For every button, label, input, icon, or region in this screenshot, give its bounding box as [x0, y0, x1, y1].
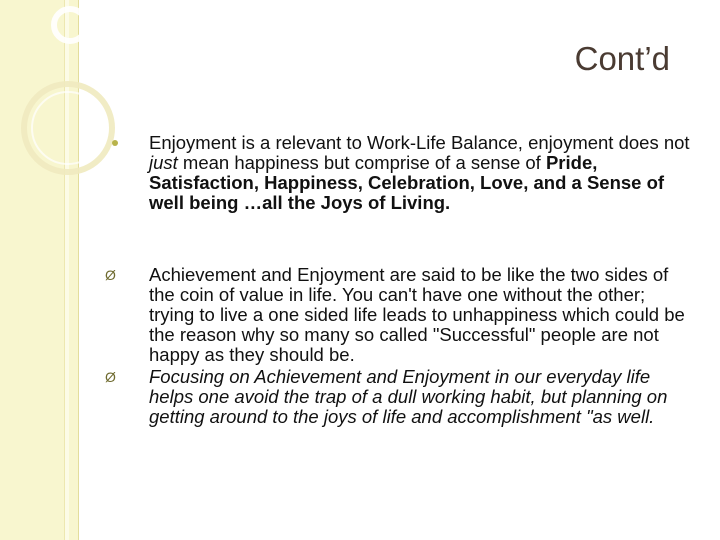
bullet-text: Enjoyment is a relevant to Work-Life Balance, enjoyment does not — [149, 132, 690, 153]
slide-body — [105, 133, 695, 427]
bullet-text-italic: Focusing on Achievement and Enjoyment in our everyday life helps one avoid the trap of a dull working habit, but planning on getting around to the joys of life and accomplishment "as well. — [149, 366, 668, 427]
bullet-text: Achievement and Enjoyment are said to be like the two sides of the coin of value in life. You can't have one without the other; trying to live a one sided life leads to unhappiness which could be the reason why so many so called "Successful" people are not happy as they should be. — [149, 264, 685, 365]
dot-icon — [112, 140, 118, 146]
slide-title: Cont’d — [574, 40, 670, 77]
bullet-text-bold: Pride, Satisfaction, Happiness, Celebration, Love, and a Sense of well being …all the Joys of Living. — [149, 152, 665, 213]
arrow-icon: Ø — [105, 267, 116, 283]
bullet-item-enjoyment — [105, 133, 695, 213]
arrow-icon: Ø — [105, 369, 116, 385]
bullet-text-italic: just — [149, 152, 178, 173]
bullet-item-focusing — [105, 367, 695, 427]
bullet-item-achievement — [105, 265, 695, 365]
bullet-text: mean happiness but comprise of a sense of — [177, 152, 546, 173]
